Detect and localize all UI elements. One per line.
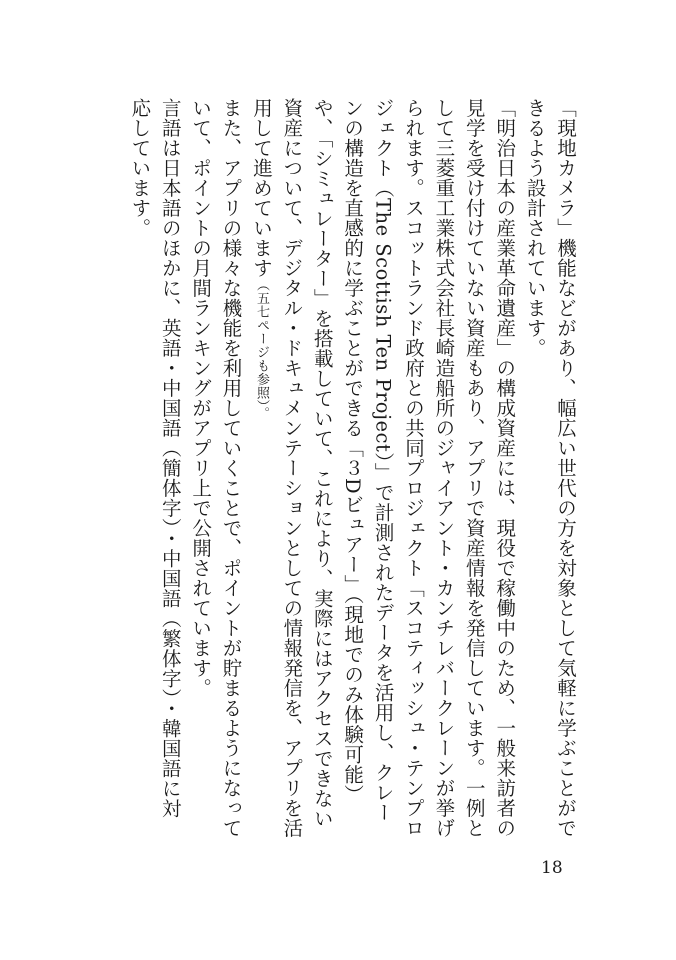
paragraph-2-text: 「明治日本の産業革命遺産」の構成資産には、現役で稼働中のため、一般来訪者の見学を受け付けていない資産もあり、アプリで資産情報を発信しています。一例として三菱重工業株式会社長崎造船所のジャイアント・カンチレバークレーンが挙げられます。スコットランド政府との共同プロジェクト「スコティッシュ・テンプロジェクト（The Scottish Ten Project）」で計測されたデータを活用し、クレーンの構造を直感的に学ぶことができる「３Dビュアー」（現地でのみ体験可能）や、「シミュレーター」を搭載していて、これにより、実際にはアクセスできない資産について、デジタル・ドキュメンテーションとしての情報発信を、アプリを活用して進めています (249, 98, 517, 838)
paragraph-4: 言語は日本語のほかに、英語・中国語（簡体字）・中国語（繁体字）・韓国語に対応しています。 (128, 98, 182, 819)
page-reference-note: （五七ページも参照）。 (253, 278, 269, 420)
vertical-text-body (80, 98, 580, 838)
paragraph-3: また、アプリの様々な機能を利用していくことで、ポイントが貯まるようになっていて、ポイントの月間ランキングがアプリ上で公開されています。 (189, 98, 243, 838)
paragraph-2 (246, 98, 520, 838)
page-number: 18 (541, 858, 563, 878)
paragraph-1: 「現地カメラ」機能などがあり、幅広い世代の方を対象として気軽に学ぶことができるよう設計されています。 (523, 98, 577, 838)
